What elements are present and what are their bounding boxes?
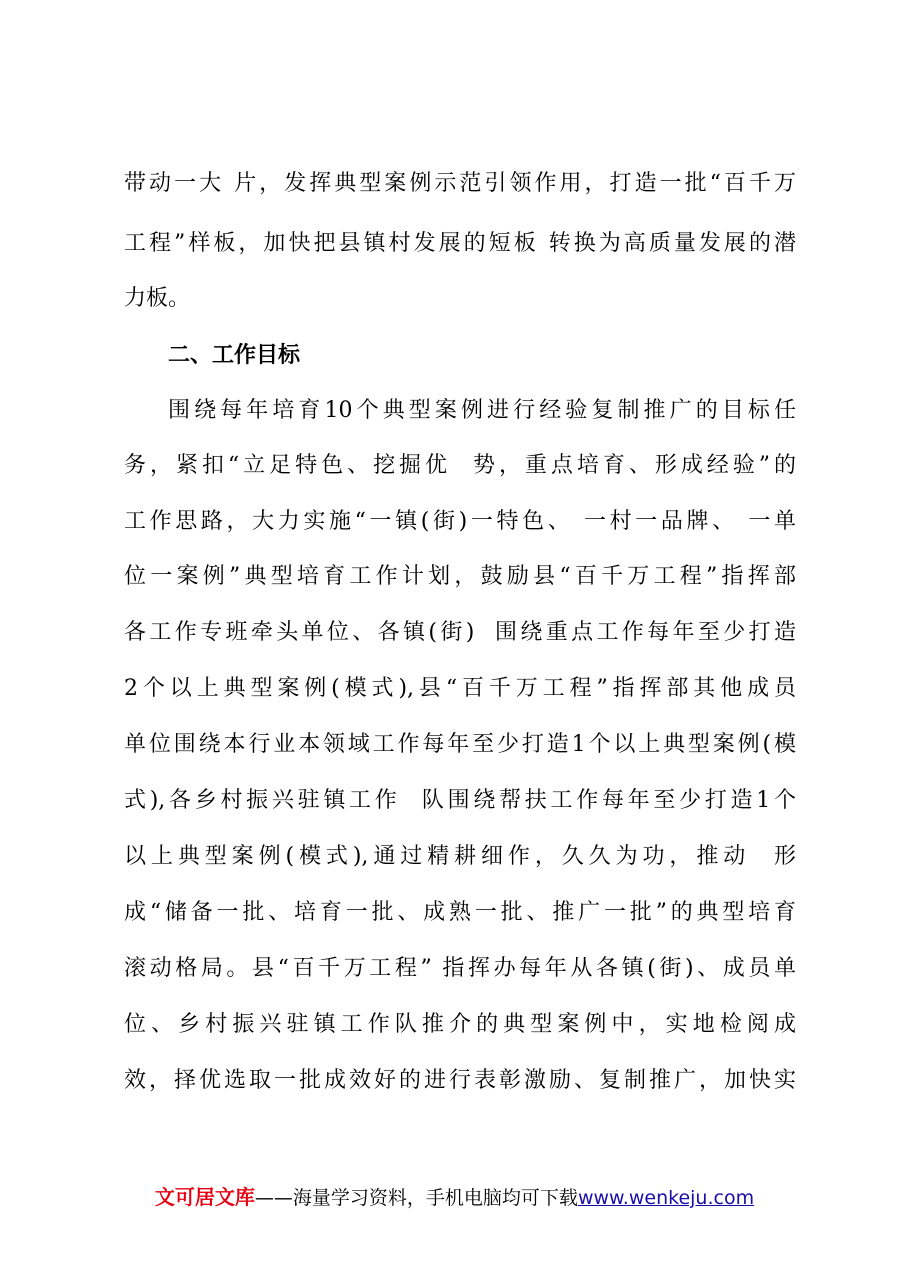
section-heading: 二、工作目标 xyxy=(168,343,301,368)
section-line-5: 各工作专班牵头单位、各镇(街) 围绕重点工作每年至少打造 xyxy=(124,620,796,645)
body-line-3: 力板。 xyxy=(124,286,191,311)
body-line-2: 工程”样板，加快把县镇村发展的短板 转换为高质量发展的潜 xyxy=(124,231,796,256)
footer-brand: 文可居文库 xyxy=(154,1185,255,1209)
section-line-4: 位一案例”典型培育工作计划，鼓励县“百千万工程”指挥部 xyxy=(124,564,796,589)
section-line-9: 以上典型案例(模式),通过精耕细作，久久为功，推动 形 xyxy=(124,844,796,869)
footer-banner xyxy=(0,1180,909,1214)
section-line-13: 效，择优选取一批成效好的进行表彰激励、复制推广，加快实 xyxy=(124,1068,796,1093)
section-line-11: 滚动格局。县“百千万工程” 指挥办每年从各镇(街)、成员单 xyxy=(124,956,796,981)
section-line-8: 式),各乡村振兴驻镇工作 队围绕帮扶工作每年至少打造1个 xyxy=(124,788,796,813)
section-line-7: 单位围绕本行业本领域工作每年至少打造1个以上典型案例(模 xyxy=(124,732,796,757)
body-line-1: 带动一大 片，发挥典型案例示范引领作用，打造一批“百千万 xyxy=(124,171,796,196)
footer-site-link[interactable]: www.wenkeju.com xyxy=(577,1187,755,1209)
section-line-2: 务，紧扣“立足特色、挖掘优 势，重点培育、形成经验”的 xyxy=(124,453,796,478)
footer-tagline: ——海量学习资料，手机电脑均可下载 xyxy=(254,1187,578,1209)
section-line-12: 位、乡村振兴驻镇工作队推介的典型案例中，实地检阅成 xyxy=(124,1012,796,1037)
section-line-1: 围绕每年培育10个典型案例进行经验复制推广的目标任 xyxy=(168,398,796,423)
section-line-10: 成“储备一批、培育一批、成熟一批、推广一批”的典型培育 xyxy=(124,900,796,925)
section-line-3: 工作思路，大力实施“一镇(街)一特色、 一村一品牌、 一单 xyxy=(124,509,796,534)
section-line-6: 2个以上典型案例(模式),县“百千万工程”指挥部其他成员 xyxy=(124,676,796,701)
